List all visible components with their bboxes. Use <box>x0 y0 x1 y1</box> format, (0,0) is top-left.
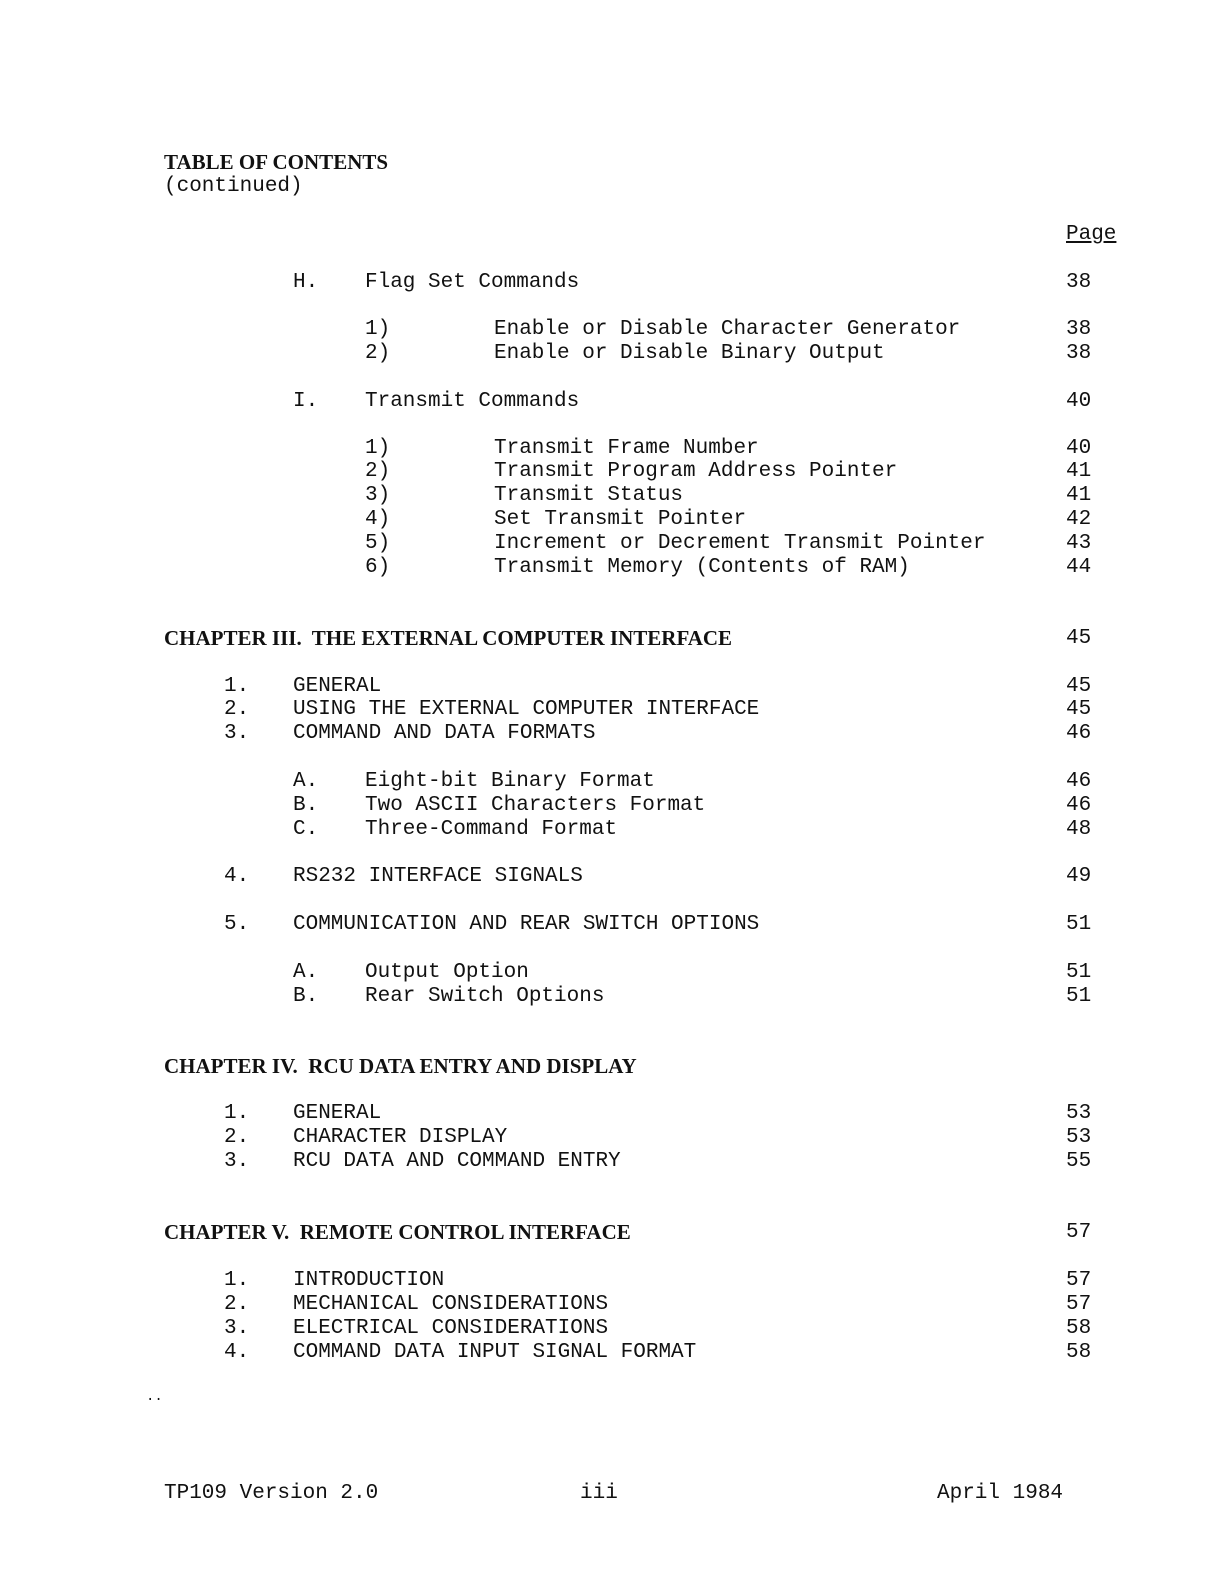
section-marker: I. <box>293 390 319 413</box>
item-number: 4. <box>224 865 250 888</box>
item-label: Three-Command Format <box>365 818 618 841</box>
item-number: 2. <box>224 698 250 721</box>
page-number: 57 <box>1066 1269 1092 1292</box>
page-number: 45 <box>1066 698 1092 721</box>
item-number: A. <box>293 770 319 793</box>
page-number: 43 <box>1066 532 1092 555</box>
item-label: Transmit Frame Number <box>494 437 759 460</box>
item-label: USING THE EXTERNAL COMPUTER INTERFACE <box>293 698 760 721</box>
footer-page-number: iii <box>580 1482 618 1505</box>
footer-document-id: TP109 Version 2.0 <box>164 1482 379 1505</box>
page-number: 40 <box>1066 390 1092 413</box>
page-number: 58 <box>1066 1341 1092 1364</box>
item-label: Transmit Memory (Contents of RAM) <box>494 556 910 579</box>
page-number: 53 <box>1066 1126 1092 1149</box>
item-number: 3) <box>365 484 391 507</box>
page-number: 51 <box>1066 985 1092 1008</box>
item-number: 1. <box>224 675 250 698</box>
item-number: C. <box>293 818 319 841</box>
item-number: 1. <box>224 1102 250 1125</box>
item-label: INTRODUCTION <box>293 1269 445 1292</box>
page-number: 46 <box>1066 770 1092 793</box>
chapter-heading: CHAPTER IV. RCU DATA ENTRY AND DISPLAY <box>164 1054 637 1078</box>
item-number: 5. <box>224 913 250 936</box>
item-number: 4. <box>224 1341 250 1364</box>
page-number: 51 <box>1066 961 1092 984</box>
item-number: A. <box>293 961 319 984</box>
page-number: 58 <box>1066 1317 1092 1340</box>
item-label: RCU DATA AND COMMAND ENTRY <box>293 1150 621 1173</box>
item-label: Set Transmit Pointer <box>494 508 747 531</box>
item-number: 3. <box>224 1317 250 1340</box>
chapter-heading: CHAPTER V. REMOTE CONTROL INTERFACE <box>164 1220 631 1244</box>
item-label: Output Option <box>365 961 529 984</box>
page-number: 41 <box>1066 484 1092 507</box>
chapter-heading: CHAPTER III. THE EXTERNAL COMPUTER INTERFACE <box>164 626 733 650</box>
page-number: 49 <box>1066 865 1092 888</box>
item-number: 3. <box>224 1150 250 1173</box>
item-number: 2) <box>365 460 391 483</box>
item-number: 1) <box>365 318 391 341</box>
page-number: 48 <box>1066 818 1092 841</box>
page-number: 57 <box>1066 1293 1092 1316</box>
item-number: 1. <box>224 1269 250 1292</box>
item-label: COMMAND AND DATA FORMATS <box>293 722 596 745</box>
item-number: 2) <box>365 342 391 365</box>
item-label: Increment or Decrement Transmit Pointer <box>494 532 986 555</box>
item-label: ELECTRICAL CONSIDERATIONS <box>293 1317 609 1340</box>
page-number: 38 <box>1066 318 1092 341</box>
page-number: 42 <box>1066 508 1092 531</box>
item-label: COMMUNICATION AND REAR SWITCH OPTIONS <box>293 913 760 936</box>
footer-date: April 1984 <box>937 1482 1064 1505</box>
item-number: 2. <box>224 1293 250 1316</box>
item-label: Two ASCII Characters Format <box>365 794 706 817</box>
item-label: COMMAND DATA INPUT SIGNAL FORMAT <box>293 1341 697 1364</box>
item-number: 3. <box>224 722 250 745</box>
page-number: 40 <box>1066 437 1092 460</box>
page-number: 55 <box>1066 1150 1092 1173</box>
item-label: RS232 INTERFACE SIGNALS <box>293 865 583 888</box>
item-number: 4) <box>365 508 391 531</box>
item-label: Enable or Disable Binary Output <box>494 342 885 365</box>
item-label: Transmit Program Address Pointer <box>494 460 898 483</box>
section-label: Flag Set Commands <box>365 271 580 294</box>
item-number: 2. <box>224 1126 250 1149</box>
page-number: 45 <box>1066 627 1092 650</box>
page-column-header: Page <box>1066 223 1117 246</box>
scan-mark: ·· <box>146 1392 163 1408</box>
section-label: Transmit Commands <box>365 390 580 413</box>
item-label: Enable or Disable Character Generator <box>494 318 961 341</box>
page-number: 38 <box>1066 271 1092 294</box>
item-label: Rear Switch Options <box>365 985 605 1008</box>
section-marker: H. <box>293 271 319 294</box>
item-number: 5) <box>365 532 391 555</box>
page-number: 46 <box>1066 722 1092 745</box>
item-label: MECHANICAL CONSIDERATIONS <box>293 1293 609 1316</box>
toc-subtitle: (continued) <box>164 175 303 198</box>
item-label: GENERAL <box>293 1102 382 1125</box>
page-number: 57 <box>1066 1221 1092 1244</box>
item-label: Transmit Status <box>494 484 684 507</box>
item-number: B. <box>293 985 319 1008</box>
page-number: 46 <box>1066 794 1092 817</box>
item-number: 6) <box>365 556 391 579</box>
toc-title: TABLE OF CONTENTS <box>164 150 389 174</box>
page-number: 51 <box>1066 913 1092 936</box>
item-label: GENERAL <box>293 675 382 698</box>
item-label: CHARACTER DISPLAY <box>293 1126 508 1149</box>
item-label: Eight-bit Binary Format <box>365 770 655 793</box>
page-number: 38 <box>1066 342 1092 365</box>
page-number: 41 <box>1066 460 1092 483</box>
page-number: 45 <box>1066 675 1092 698</box>
item-number: 1) <box>365 437 391 460</box>
page-number: 44 <box>1066 556 1092 579</box>
item-number: B. <box>293 794 319 817</box>
page-number: 53 <box>1066 1102 1092 1125</box>
